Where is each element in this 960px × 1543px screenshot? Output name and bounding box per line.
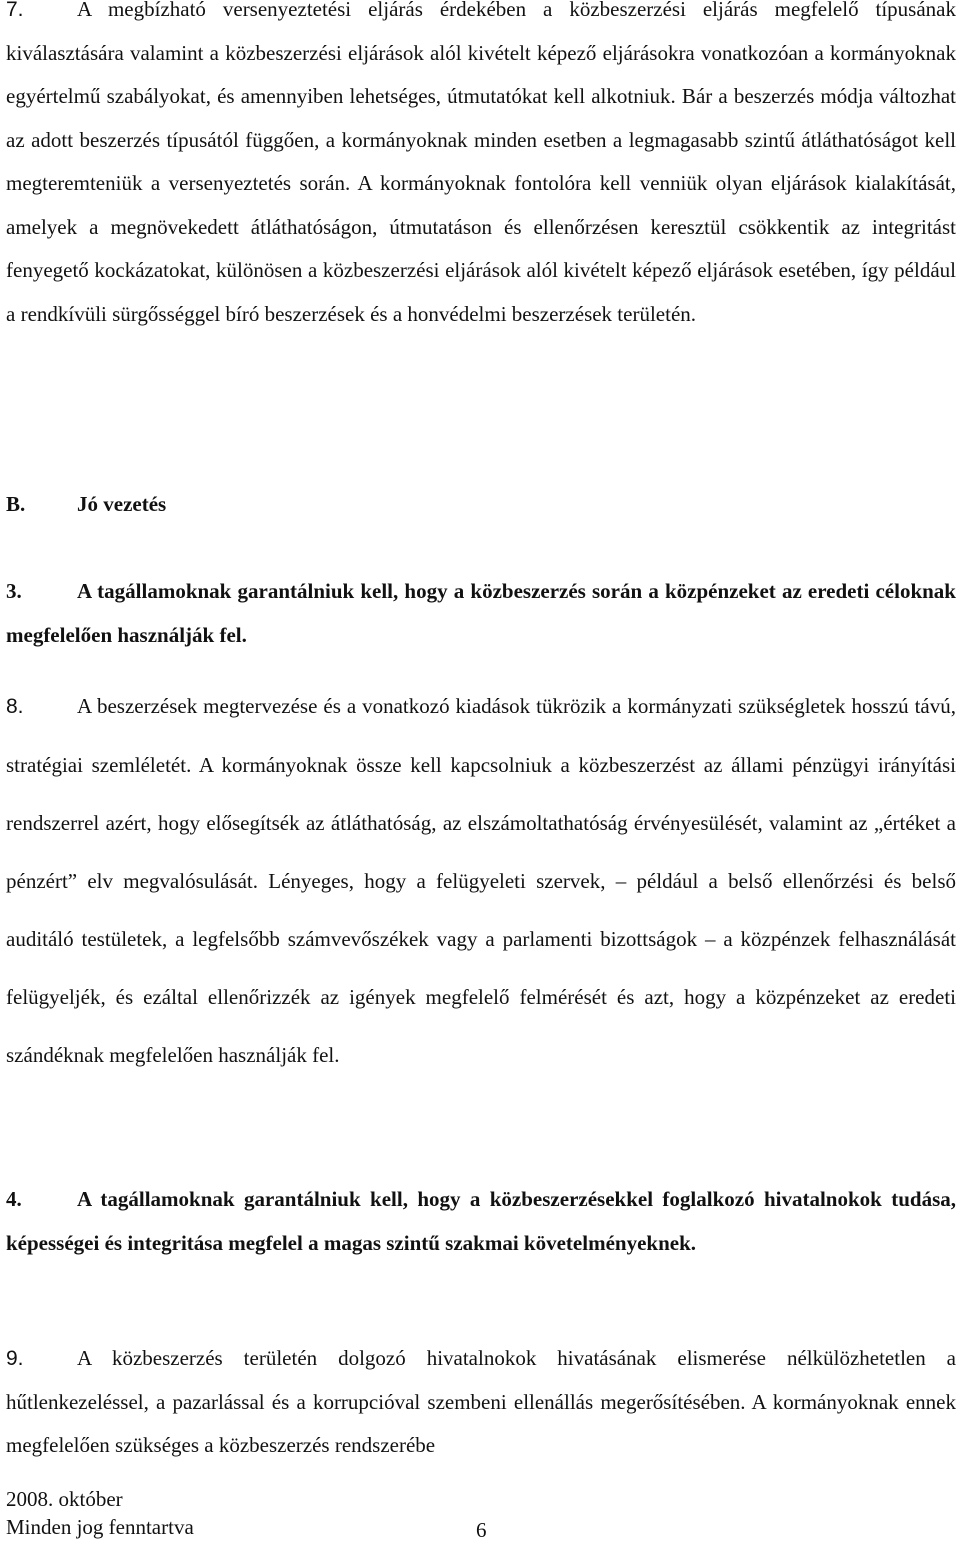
paragraph-number: 7. [6, 0, 24, 21]
paragraph-8 [6, 677, 956, 1084]
paragraph-9 [6, 1337, 956, 1468]
footer-rights: Minden jog fenntartva [6, 1515, 194, 1539]
section-letter: B. [6, 492, 26, 516]
paragraph-text: A megbízható versenyeztetési eljárás érdekében a közbeszerzési eljárás megfelelő típusának kiválasztására valamint a közbeszerzési eljárások alól kivételt képező eljárásokra vonatkozóan a kormányoknak egyértelmű szabályokat, és amennyiben lehetséges, útmutatókat kell alkotniuk. Bár a beszerzés módja változhat az adott beszerzés típusától függően, a kormányoknak minden esetben a legmagasabb szintű átláthatóságot kell megteremteniük a versenyeztetés során. A kormányoknak fontolóra kell venniük olyan eljárások kialakítását, amelyek a megnövekedett átláthatóságon, útmutatáson és ellenőrzésen keresztül csökkentik az integritást fenyegető kockázatokat, különösen a közbeszerzési eljárások alól kivételt képező eljárások esetében, így például a rendkívüli sürgősséggel bíró beszerzések és a honvédelmi beszerzések területén. [6, 0, 956, 326]
paragraph-number: 9. [6, 1347, 24, 1370]
paragraph-text: A közbeszerzés területén dolgozó hivatalnokok hivatásának elismerése nélkülözhetetlen a hűtlenkezeléssel, a pazarlással és a korrupcióval szembeni ellenállás megerősítésében. A kormányoknak ennek megfelelően szükséges a közbeszerzés rendszerébe [6, 1346, 956, 1457]
principle-3 [6, 570, 956, 657]
principle-4 [6, 1178, 956, 1265]
footer-date: 2008. október [6, 1487, 123, 1511]
section-title: Jó vezetés [77, 492, 167, 516]
paragraph-7 [6, 0, 956, 336]
principle-text: A tagállamoknak garantálniuk kell, hogy a közbeszerzés során a közpénzeket az eredeti céloknak megfelelően használják fel. [6, 579, 956, 647]
principle-number: 4. [6, 1187, 22, 1211]
page-number: 6 [476, 1518, 487, 1542]
principle-text: A tagállamoknak garantálniuk kell, hogy a közbeszerzésekkel foglalkozó hivatalnokok tudása, képességei és integritása megfelel a magas szintű szakmai követelményeknek. [6, 1187, 956, 1255]
paragraph-text: A beszerzések megtervezése és a vonatkozó kiadások tükrözik a kormányzati szükségletek hosszú távú, stratégiai szemléletét. A kormányoknak össze kell kapcsolniuk a közbeszerzést az állami pénzügyi irányítási rendszerrel azért, hogy elősegítsék az átláthatóság, az elszámoltathatóság érvényesülését, valamint az „értéket a pénzért” elv megvalósulását. Lényeges, hogy a felügyeleti szervek, – például a belső ellenőrzési és belső auditáló testületek, a legfelsőbb számvevőszékek vagy a parlamenti bizottságok – a közpénzek felhasználását felügyeljék, és ezáltal ellenőrizzék az igények megfelelő felmérését és azt, hogy a közpénzeket az eredeti szándéknak megfelelően használják fel. [6, 694, 956, 1067]
paragraph-number: 8. [6, 695, 24, 718]
principle-number: 3. [6, 579, 22, 603]
section-heading-b [6, 489, 956, 519]
